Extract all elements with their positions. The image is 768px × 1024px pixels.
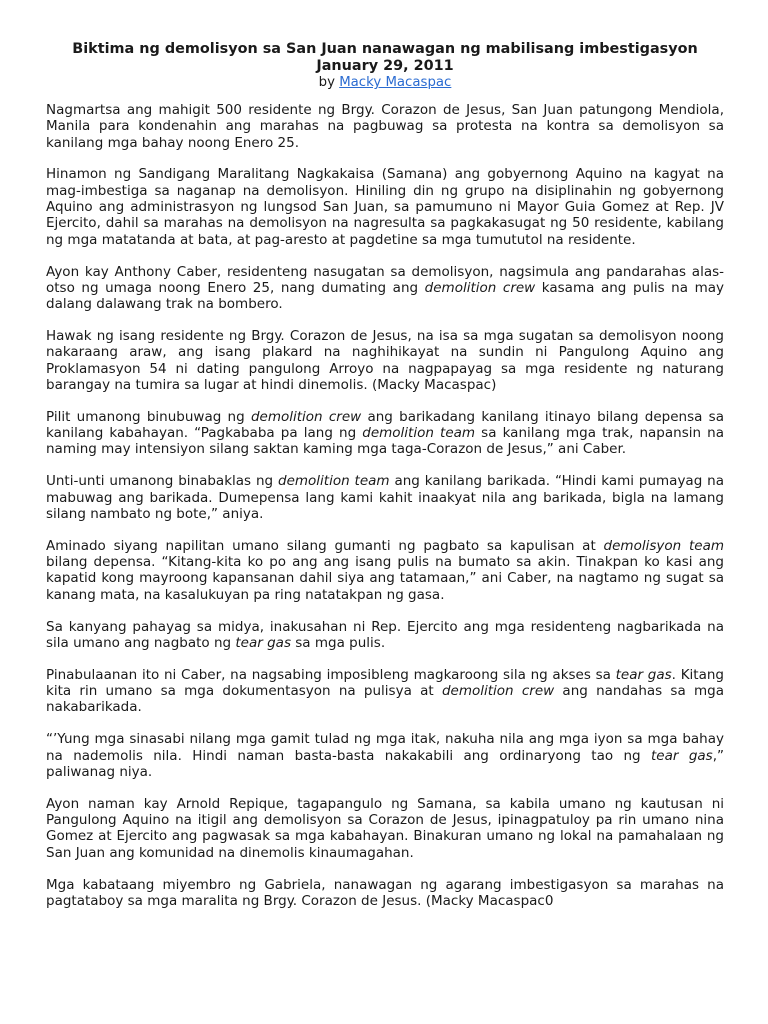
article-paragraph [46,731,724,780]
byline-prefix: by [318,75,340,90]
paragraph-text: Mga kabataang miyembro ng Gabriela, nanawagan ng agarang imbestigasyon sa marahas na pagtataboy sa mga maralita ng Brgy. Corazon de Jesus. (Macky Macaspac0 [46,876,724,909]
paragraph-text: . Kitang kita rin umano sa mga dokumentasyon na pulisya at [46,666,724,700]
italic-term: demolisyon team [603,537,724,554]
article-paragraph [46,877,724,910]
paragraph-text: kasama ang pulis na may dalang dalawang trak na bombero. [46,279,725,313]
article-paragraph [46,473,724,522]
article-paragraph [46,102,724,151]
paragraph-text: ang barikadang kanilang itinayo bilang depensa sa kanilang kabahayan. “Pagkababa pa lang ng [46,408,724,442]
paragraph-text: Unti-unti umanong binabaklas ng [46,473,278,490]
paragraph-text: Sa kanyang pahayag sa midya, inakusahan ni Rep. Ejercito ang mga residenteng nagbarikada na sila umano ang nagbato ng [46,618,724,651]
paragraph-text: Nagmartsa ang mahigit 500 residente ng Brgy. Corazon de Jesus, San Juan patungong Mendiola, Manila para kondenahin ang marahas na pagbuwag sa protesta na kontra sa demolisyon sa kanilang mga bahay noong Enero 25. [46,102,724,151]
article-paragraph [46,619,724,652]
article-paragraph [46,264,724,313]
italic-term: demolition crew [250,408,362,425]
paragraph-text: Hawak ng isang residente ng Brgy. Corazon de Jesus, na isa sa mga sugatan sa demolisyon noong nakaraang araw, ang isang plakard na naghihikayat na sundin ni Pangulong Aquino ang Proklamasyon 54 ni dating pangulong Arroyo na nagpapayag sa mga residente ng naturang barangay na tumira sa lugar at hindi dinemolis. (Macky Macaspac) [46,328,724,393]
article-title: Biktima ng demolisyon sa San Juan nanawagan ng mabilisang imbestigasyon [72,41,698,57]
article-body [46,102,724,909]
article-paragraph [46,796,724,861]
paragraph-text: Pilit umanong binubuwag ng [46,408,251,425]
paragraph-text: Ayon naman kay Arnold Repique, tagapangulo ng Samana, sa kabila umano ng kautusan ni Pangulong Aquino na itigil ang demolisyon sa Corazon de Jesus, ipinagpatuloy pa rin umano nina Gomez at Ejercito ang pagwasak sa mga kabahayan. Binakuran umano ng lokal na pamahalaan ng San Juan ang komunidad na dinemolis kinaumagahan. [46,795,724,861]
document-page [46,41,724,925]
paragraph-text: bilang depensa. “Kitang-kita ko po ang ang isang pulis na bumato sa akin. Tinakpan ko kasi ang kapatid kong mayroong kapansanan dahil siya ang tatamaan,” ani Caber, na nagtamo ng sugat sa kanang mata, na kasalukuyan pa ring natatakpan ng gasa. [46,554,724,603]
author-link[interactable]: Macky Macaspac [339,75,452,90]
article-paragraph [46,166,724,247]
article-paragraph [46,538,724,603]
paragraph-text: ang kanilang barikada. “Hindi kami pumayag na mabuwag ang barikada. Dumepensa lang kami kahit inaakyat nila ang barikada, bigla na lamang silang nambato ng bote,” aniya. [46,473,724,522]
italic-term: tear gas [651,747,713,764]
paragraph-text: ,” paliwanag niya. [46,747,724,780]
byline [46,75,724,91]
article-paragraph [46,667,724,716]
article-paragraph [46,409,724,458]
article-header [46,41,724,91]
italic-term: demolition team [362,425,476,442]
paragraph-text: Hinamon ng Sandigang Maralitang Nagkakaisa (Samana) ang gobyernong Aquino na kagyat na mag-imbestiga sa naganap na demolisyon. Hiniling din ng grupo na disiplinahin ng gobyernong Aquino ang administrasyon ng lungsod San Juan, sa pamumuno ni Mayor Guia Gomez at Rep. JV Ejercito, dahil sa marahas na demolisyon na nagresulta sa pagkakasugat ng 50 residente, kabilang ng mga matatanda at bata, at pag-aresto at pagdetine sa mga tumututol na residente. [46,166,724,248]
italic-term: demolition team [278,473,390,490]
article-paragraph [46,328,724,393]
article-date: January 29, 2011 [316,58,454,74]
paragraph-text: Aminado siyang napilitan umano silang gumanti ng pagbato sa kapulisan at [46,537,604,554]
italic-term: tear gas [615,666,672,683]
italic-term: demolition crew [424,279,536,296]
paragraph-text: “’Yung mga sinasabi nilang mga gamit tulad ng mga itak, nakuha nila ang mga iyon sa mga bahay na nademolis nila. Hindi naman basta-basta nakakabili ang ordinaryong tao ng [46,731,724,764]
paragraph-text: Pinabulaanan ito ni Caber, na nagsabing imposibleng magkaroong sila ng akses sa [46,666,616,683]
paragraph-text: sa kanilang mga trak, napansin na naming may intensiyon silang saktan kaming mga taga-Corazon de Jesus,” ani Caber. [46,425,724,458]
paragraph-text: Ayon kay Anthony Caber, residenteng nasugatan sa demolisyon, nagsimula ang pandarahas alas-otso ng umaga noong Enero 25, nang dumating ang [46,263,724,296]
paragraph-text: sa mga pulis. [290,634,386,651]
paragraph-text: ang nandahas sa mga nakabarikada. [46,683,724,716]
italic-term: tear gas [235,634,291,651]
italic-term: demolition crew [441,683,555,700]
